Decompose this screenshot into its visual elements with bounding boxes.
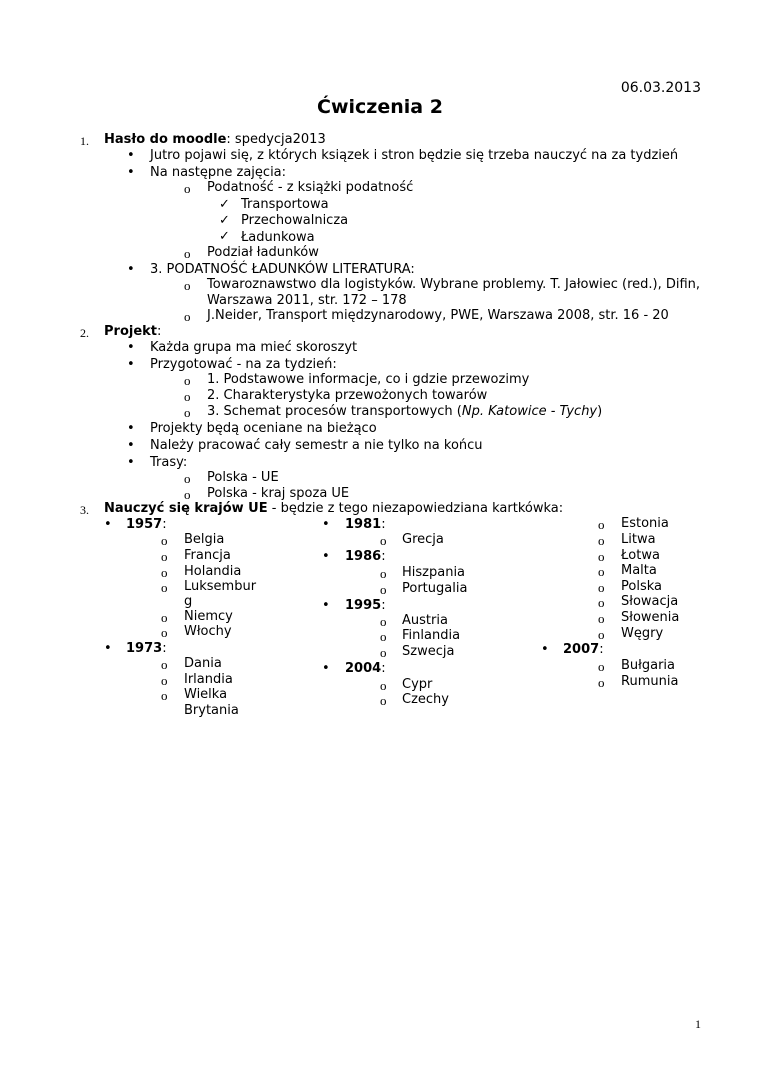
sub-item: 2. Charakterystyka przewożonych towarów bbox=[207, 388, 488, 403]
circle-bullet-icon: o bbox=[184, 487, 191, 502]
literature-item-cont: Warszawa 2011, str. 172 – 178 bbox=[207, 293, 407, 308]
circle-bullet-icon: o bbox=[184, 309, 191, 324]
country-item: Belgia bbox=[184, 532, 225, 547]
page-number: 1 bbox=[695, 1017, 701, 1031]
circle-bullet-icon: o bbox=[161, 533, 168, 548]
circle-bullet-icon: o bbox=[161, 580, 168, 595]
section-heading bbox=[104, 324, 161, 340]
circle-bullet-icon: o bbox=[598, 580, 605, 595]
circle-bullet-icon: o bbox=[598, 627, 605, 642]
year-label: 1973 bbox=[126, 641, 163, 656]
circle-bullet-icon: o bbox=[184, 389, 191, 404]
circle-bullet-icon: o bbox=[184, 181, 191, 196]
list-item: Każda grupa ma mieć skoroszyt bbox=[150, 340, 358, 355]
year-heading bbox=[345, 549, 386, 565]
bullet-icon: • bbox=[127, 148, 135, 163]
section-number: 2. bbox=[80, 326, 89, 340]
bullet-icon: • bbox=[322, 549, 330, 564]
country-item-cont: g bbox=[184, 594, 193, 609]
list-item: Przygotować - na za tydzień: bbox=[150, 357, 337, 372]
circle-bullet-icon: o bbox=[161, 657, 168, 672]
route-item: Polska - kraj spoza UE bbox=[207, 486, 350, 501]
country-item: Słowenia bbox=[621, 610, 680, 625]
country-item: Luksembur bbox=[184, 579, 257, 594]
year-heading bbox=[563, 642, 604, 658]
circle-bullet-icon: o bbox=[380, 645, 387, 660]
sub-item: Podział ładunków bbox=[207, 245, 319, 260]
eu-countries-label: Nauczyć się krajów UE bbox=[104, 501, 268, 516]
moodle-password-value: : spedycja2013 bbox=[226, 132, 326, 147]
bullet-icon: • bbox=[127, 340, 135, 355]
section-heading bbox=[104, 501, 563, 517]
country-item: Holandia bbox=[184, 564, 242, 579]
sub-item-close: ) bbox=[597, 404, 603, 419]
moodle-password-label: Hasło do moodle bbox=[104, 132, 227, 147]
country-item: Bułgaria bbox=[621, 658, 675, 673]
circle-bullet-icon: o bbox=[161, 625, 168, 640]
bullet-icon: • bbox=[322, 661, 330, 676]
year-label: 1995 bbox=[345, 598, 382, 613]
year-heading bbox=[345, 517, 386, 533]
year-label: 1981 bbox=[345, 517, 382, 532]
year-heading bbox=[126, 517, 167, 533]
bullet-icon: • bbox=[127, 262, 135, 277]
circle-bullet-icon: o bbox=[184, 471, 191, 486]
year-label: 1957 bbox=[126, 517, 163, 532]
checkmark-icon: ✓ bbox=[219, 213, 230, 228]
sub-item bbox=[207, 404, 602, 420]
circle-bullet-icon: o bbox=[598, 675, 605, 690]
year-colon: : bbox=[162, 641, 167, 656]
year-label: 2007 bbox=[563, 642, 600, 657]
country-item: Dania bbox=[184, 656, 222, 671]
document-date: 06.03.2013 bbox=[620, 80, 701, 96]
sub-item-example: Np. Katowice - Tychy bbox=[461, 404, 598, 419]
circle-bullet-icon: o bbox=[161, 565, 168, 580]
check-item: Transportowa bbox=[241, 197, 329, 212]
circle-bullet-icon: o bbox=[380, 693, 387, 708]
country-item: Austria bbox=[402, 613, 448, 628]
list-item: Na następne zajęcia: bbox=[150, 165, 287, 180]
circle-bullet-icon: o bbox=[598, 564, 605, 579]
list-item: 3. PODATNOŚĆ ŁADUNKÓW LITERATURA: bbox=[150, 262, 415, 277]
country-item: Polska bbox=[621, 579, 662, 594]
bullet-icon: • bbox=[127, 438, 135, 453]
year-colon: : bbox=[381, 517, 386, 532]
bullet-icon: • bbox=[322, 517, 330, 532]
list-item: Należy pracować cały semestr a nie tylko na końcu bbox=[150, 438, 483, 453]
section-heading bbox=[104, 132, 326, 148]
year-heading bbox=[345, 598, 386, 614]
year-colon: : bbox=[162, 517, 167, 532]
circle-bullet-icon: o bbox=[380, 566, 387, 581]
circle-bullet-icon: o bbox=[184, 246, 191, 261]
bullet-icon: • bbox=[127, 165, 135, 180]
country-item: Hiszpania bbox=[402, 565, 466, 580]
circle-bullet-icon: o bbox=[598, 659, 605, 674]
literature-item: Towaroznawstwo dla logistyków. Wybrane problemy. T. Jałowiec (red.), Difin, bbox=[207, 277, 701, 292]
checkmark-icon: ✓ bbox=[219, 229, 230, 244]
year-label: 2004 bbox=[345, 661, 382, 676]
year-heading bbox=[126, 641, 167, 657]
year-colon: : bbox=[381, 549, 386, 564]
country-item: Irlandia bbox=[184, 672, 233, 687]
circle-bullet-icon: o bbox=[380, 533, 387, 548]
check-item: Przechowalnicza bbox=[241, 213, 349, 228]
list-item: Projekty będą oceniane na bieżąco bbox=[150, 421, 377, 436]
check-item: Ładunkowa bbox=[241, 230, 315, 245]
section-number: 3. bbox=[80, 503, 89, 517]
sub-item-text: 3. Schemat procesów transportowych ( bbox=[207, 404, 462, 419]
circle-bullet-icon: o bbox=[161, 688, 168, 703]
year-colon: : bbox=[381, 598, 386, 613]
circle-bullet-icon: o bbox=[184, 405, 191, 420]
literature-item: J.Neider, Transport międzynarodowy, PWE, Warszawa 2008, str. 16 - 20 bbox=[207, 308, 669, 323]
country-item: Portugalia bbox=[402, 581, 468, 596]
year-heading bbox=[345, 661, 386, 677]
circle-bullet-icon: o bbox=[161, 610, 168, 625]
circle-bullet-icon: o bbox=[598, 533, 605, 548]
circle-bullet-icon: o bbox=[184, 373, 191, 388]
list-item: Trasy: bbox=[150, 455, 188, 470]
checkmark-icon: ✓ bbox=[219, 197, 230, 212]
circle-bullet-icon: o bbox=[161, 673, 168, 688]
bullet-icon: • bbox=[104, 641, 112, 656]
country-item: Litwa bbox=[621, 532, 656, 547]
country-item: Rumunia bbox=[621, 674, 679, 689]
country-item: Cypr bbox=[402, 677, 433, 692]
country-item: Niemcy bbox=[184, 609, 233, 624]
country-item: Malta bbox=[621, 563, 657, 578]
country-item: Włochy bbox=[184, 624, 232, 639]
circle-bullet-icon: o bbox=[380, 582, 387, 597]
circle-bullet-icon: o bbox=[598, 549, 605, 564]
circle-bullet-icon: o bbox=[598, 517, 605, 532]
circle-bullet-icon: o bbox=[598, 611, 605, 626]
circle-bullet-icon: o bbox=[380, 614, 387, 629]
year-colon: : bbox=[599, 642, 604, 657]
route-item: Polska - UE bbox=[207, 470, 279, 485]
country-item: Francja bbox=[184, 548, 231, 563]
section-number: 1. bbox=[80, 134, 89, 148]
sub-item: Podatność - z książki podatność bbox=[207, 180, 414, 195]
country-item: Szwecja bbox=[402, 644, 455, 659]
country-item: Czechy bbox=[402, 692, 449, 707]
country-item: Wielka bbox=[184, 687, 228, 702]
circle-bullet-icon: o bbox=[161, 549, 168, 564]
sub-item: 1. Podstawowe informacje, co i gdzie przewozimy bbox=[207, 372, 530, 387]
country-item-cont: Brytania bbox=[184, 703, 239, 718]
project-colon: : bbox=[157, 324, 162, 339]
country-item: Węgry bbox=[621, 626, 664, 641]
circle-bullet-icon: o bbox=[598, 595, 605, 610]
country-item: Grecja bbox=[402, 532, 444, 547]
country-item: Finlandia bbox=[402, 628, 461, 643]
bullet-icon: • bbox=[127, 357, 135, 372]
project-label: Projekt bbox=[104, 324, 158, 339]
list-item: Jutro pojawi się, z których ksiązek i stron będzie się trzeba nauczyć na za tydzień bbox=[150, 148, 679, 163]
bullet-icon: • bbox=[127, 455, 135, 470]
circle-bullet-icon: o bbox=[380, 629, 387, 644]
year-label: 1986 bbox=[345, 549, 382, 564]
country-item: Słowacja bbox=[621, 594, 679, 609]
page-title: Ćwiczenia 2 bbox=[317, 96, 443, 118]
circle-bullet-icon: o bbox=[184, 278, 191, 293]
country-item: Estonia bbox=[621, 516, 669, 531]
bullet-icon: • bbox=[127, 421, 135, 436]
bullet-icon: • bbox=[104, 517, 112, 532]
country-item: Łotwa bbox=[621, 548, 660, 563]
bullet-icon: • bbox=[322, 598, 330, 613]
year-colon: : bbox=[381, 661, 386, 676]
bullet-icon: • bbox=[541, 642, 549, 657]
eu-countries-note: - będzie z tego niezapowiedziana kartkówka: bbox=[267, 501, 564, 516]
circle-bullet-icon: o bbox=[380, 678, 387, 693]
